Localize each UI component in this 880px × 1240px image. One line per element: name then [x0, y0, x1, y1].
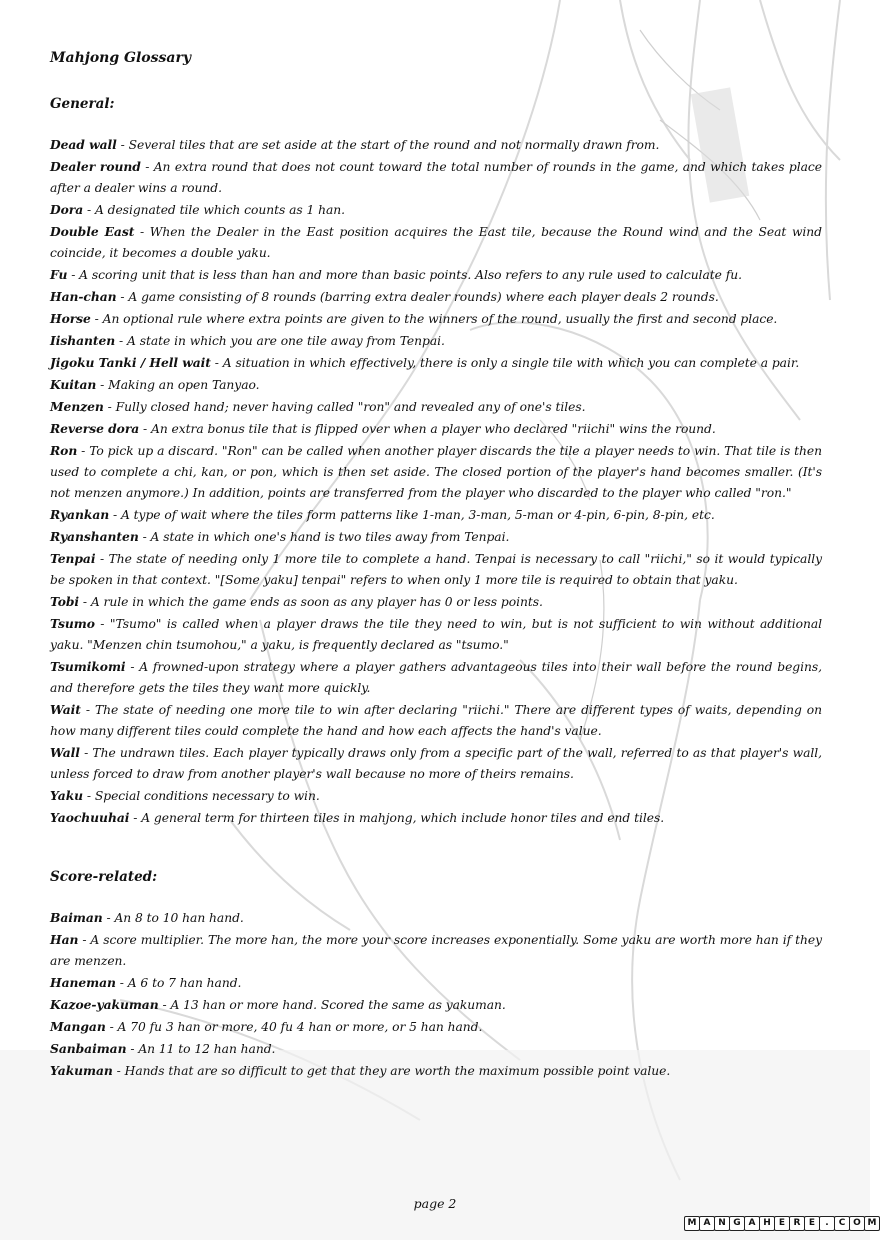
- glossary-definition: - A 70 fu 3 han or more, 40 fu 4 han or more, or 5 han hand.: [105, 1020, 483, 1034]
- glossary-entry: [50, 156, 822, 199]
- glossary-entry: [50, 699, 822, 742]
- glossary-definition: - To pick up a discard. "Ron" can be called when another player discards the tile a player needs to win. That tile is then used to complete a chi, kan, or pon, which is then set aside. The closed portion of the player's hand becomes smaller. (It's not menzen anymore.) In addition, points are transferred from the player who discarded to the player who called "ron.": [50, 444, 822, 500]
- glossary-definition: - An 11 to 12 han hand.: [126, 1042, 276, 1056]
- glossary-term: Dealer round: [50, 159, 141, 174]
- glossary-term: Tenpai: [50, 551, 96, 566]
- general-entries: [50, 134, 822, 829]
- glossary-entry: [50, 907, 822, 929]
- glossary-term: Sanbaiman: [50, 1041, 127, 1056]
- watermark-letter: N: [714, 1216, 730, 1231]
- glossary-definition: - An 8 to 10 han hand.: [102, 911, 244, 925]
- watermark-letter: E: [774, 1216, 790, 1231]
- glossary-entry: [50, 807, 822, 829]
- glossary-entry: [50, 504, 822, 526]
- section-score-related: [50, 867, 822, 1082]
- glossary-definition: - A 6 to 7 han hand.: [115, 976, 242, 990]
- glossary-term: Kazoe-yakuman: [50, 997, 159, 1012]
- glossary-entry: [50, 440, 822, 504]
- glossary-definition: - A scoring unit that is less than han and more than basic points. Also refers to any rule used to calculate fu.: [67, 268, 742, 282]
- glossary-definition: - The undrawn tiles. Each player typically draws only from a specific part of the wall, referred to as that player's wall, unless forced to draw from another player's wall because no more of theirs remains.: [50, 746, 822, 781]
- watermark-letter: M: [864, 1216, 880, 1231]
- glossary-term: Haneman: [50, 975, 116, 990]
- glossary-term: Tsumikomi: [50, 659, 126, 674]
- section-general: [50, 94, 822, 829]
- glossary-definition: - Fully closed hand; never having called "ron" and revealed any of one's tiles.: [103, 400, 586, 414]
- glossary-entry: [50, 1016, 822, 1038]
- glossary-term: Kuitan: [50, 377, 97, 392]
- glossary-entry: [50, 308, 822, 330]
- glossary-entry: [50, 1060, 822, 1082]
- watermark-letter: R: [789, 1216, 805, 1231]
- glossary-definition: - A score multiplier. The more han, the more your score increases exponentially. Some yaku are worth more han if they are menzen.: [50, 933, 822, 968]
- watermark-letter: O: [849, 1216, 865, 1231]
- glossary-term: Wait: [50, 702, 81, 717]
- glossary-entry: [50, 591, 822, 613]
- glossary-definition: - Making an open Tanyao.: [96, 378, 260, 392]
- section-heading: Score-related:: [50, 869, 158, 885]
- glossary-definition: - A 13 han or more hand. Scored the same as yakuman.: [158, 998, 506, 1012]
- glossary-term: Wall: [50, 745, 80, 760]
- glossary-term: Han-chan: [50, 289, 117, 304]
- glossary-entry: [50, 418, 822, 440]
- glossary-entry: [50, 330, 822, 352]
- score-entries: [50, 907, 822, 1082]
- glossary-term: Horse: [50, 311, 91, 326]
- glossary-entry: [50, 264, 822, 286]
- watermark-letter: M: [684, 1216, 700, 1231]
- glossary-definition: - An extra bonus tile that is flipped over when a player who declared "riichi" wins the round.: [139, 422, 716, 436]
- glossary-entry: [50, 286, 822, 308]
- glossary-entry: [50, 742, 822, 785]
- glossary-entry: [50, 994, 822, 1016]
- glossary-entry: [50, 613, 822, 656]
- glossary-term: Jigoku Tanki / Hell wait: [50, 355, 211, 370]
- glossary-entry: [50, 374, 822, 396]
- glossary-entry: [50, 221, 822, 264]
- glossary-entry: [50, 1038, 822, 1060]
- watermark-logo: [684, 1216, 879, 1231]
- section-spacer: [50, 829, 822, 867]
- glossary-definition: - When the Dealer in the East position acquires the East tile, because the Round wind and the Seat wind coincide, it becomes a double yaku.: [50, 225, 822, 260]
- glossary-definition: - A state in which one's hand is two tiles away from Tenpai.: [138, 530, 510, 544]
- glossary-term: Dora: [50, 202, 84, 217]
- watermark-letter: G: [729, 1216, 745, 1231]
- glossary-entry: [50, 396, 822, 418]
- glossary-term: Tobi: [50, 594, 80, 609]
- glossary-entry: [50, 548, 822, 591]
- glossary-entry: [50, 526, 822, 548]
- glossary-definition: - Special conditions necessary to win.: [83, 789, 320, 803]
- glossary-term: Baiman: [50, 910, 103, 925]
- glossary-definition: - An extra round that does not count toward the total number of rounds in the game, and which takes place after a dealer wins a round.: [50, 160, 822, 195]
- glossary-term: Yaku: [50, 788, 84, 803]
- glossary-definition: - The state of needing one more tile to win after declaring "riichi." There are different types of waits, depending on how many different tiles could complete the hand and how each affects the hand's value.: [50, 703, 822, 738]
- glossary-definition: - A type of wait where the tiles form patterns like 1-man, 3-man, 5-man or 4-pin, 6-pin, 8-pin, etc.: [109, 508, 715, 522]
- page-number: page 2: [413, 1196, 457, 1211]
- glossary-definition: - A frowned-upon strategy where a player gathers advantageous tiles into their wall before the round begins, and therefore gets the tiles they want more quickly.: [50, 660, 822, 695]
- glossary-definition: - An optional rule where extra points are given to the winners of the round, usually the first and second place.: [90, 312, 778, 326]
- watermark-letter: H: [759, 1216, 775, 1231]
- glossary-term: Tsumo: [50, 616, 95, 631]
- glossary-entry: [50, 972, 822, 994]
- glossary-definition: - Several tiles that are set aside at the start of the round and not normally drawn from.: [116, 138, 660, 152]
- glossary-entry: [50, 352, 822, 374]
- glossary-definition: - A situation in which effectively, there is only a single tile with which you can complete a pair.: [210, 356, 800, 370]
- glossary-definition: - A rule in which the game ends as soon as any player has 0 or less points.: [79, 595, 543, 609]
- glossary-content: [50, 48, 822, 1082]
- glossary-definition: - "Tsumo" is called when a player draws the tile they need to win, but is not sufficient to win without additional yaku. "Menzen chin tsumohou," a yaku, is frequently declared as "tsumo.": [50, 617, 822, 652]
- glossary-term: Reverse dora: [50, 421, 140, 436]
- glossary-term: Iishanten: [50, 333, 116, 348]
- watermark-letter: A: [699, 1216, 715, 1231]
- glossary-term: Dead wall: [50, 137, 117, 152]
- glossary-definition: - A state in which you are one tile away from Tenpai.: [115, 334, 445, 348]
- glossary-term: Han: [50, 932, 79, 947]
- watermark-letter: .: [819, 1216, 835, 1231]
- glossary-term: Double East: [50, 224, 135, 239]
- glossary-definition: - A game consisting of 8 rounds (barring extra dealer rounds) where each player deals 2 rounds.: [116, 290, 719, 304]
- glossary-term: Mangan: [50, 1019, 106, 1034]
- glossary-entry: [50, 656, 822, 699]
- glossary-entry: [50, 785, 822, 807]
- glossary-definition: - The state of needing only 1 more tile to complete a hand. Tenpai is necessary to call "riichi," so it would typically be spoken in that context. "[Some yaku] tenpai" refers to when only 1 more tile is required to obtain that yaku.: [50, 552, 822, 587]
- glossary-term: Ron: [50, 443, 78, 458]
- glossary-entry: [50, 134, 822, 156]
- watermark-letter: C: [834, 1216, 850, 1231]
- glossary-term: Ryanshanten: [50, 529, 139, 544]
- watermark-letter: A: [744, 1216, 760, 1231]
- glossary-definition: - Hands that are so difficult to get that they are worth the maximum possible point value.: [112, 1064, 671, 1078]
- glossary-term: Menzen: [50, 399, 104, 414]
- glossary-term: Fu: [50, 267, 68, 282]
- glossary-entry: [50, 199, 822, 221]
- page-title: Mahjong Glossary: [50, 50, 191, 66]
- glossary-definition: - A designated tile which counts as 1 han.: [83, 203, 345, 217]
- section-heading: General:: [50, 96, 115, 112]
- glossary-entry: [50, 929, 822, 972]
- glossary-term: Ryankan: [50, 507, 110, 522]
- glossary-term: Yaochuuhai: [50, 810, 130, 825]
- watermark-letter: E: [804, 1216, 820, 1231]
- glossary-definition: - A general term for thirteen tiles in mahjong, which include honor tiles and end tiles.: [129, 811, 665, 825]
- glossary-term: Yakuman: [50, 1063, 113, 1078]
